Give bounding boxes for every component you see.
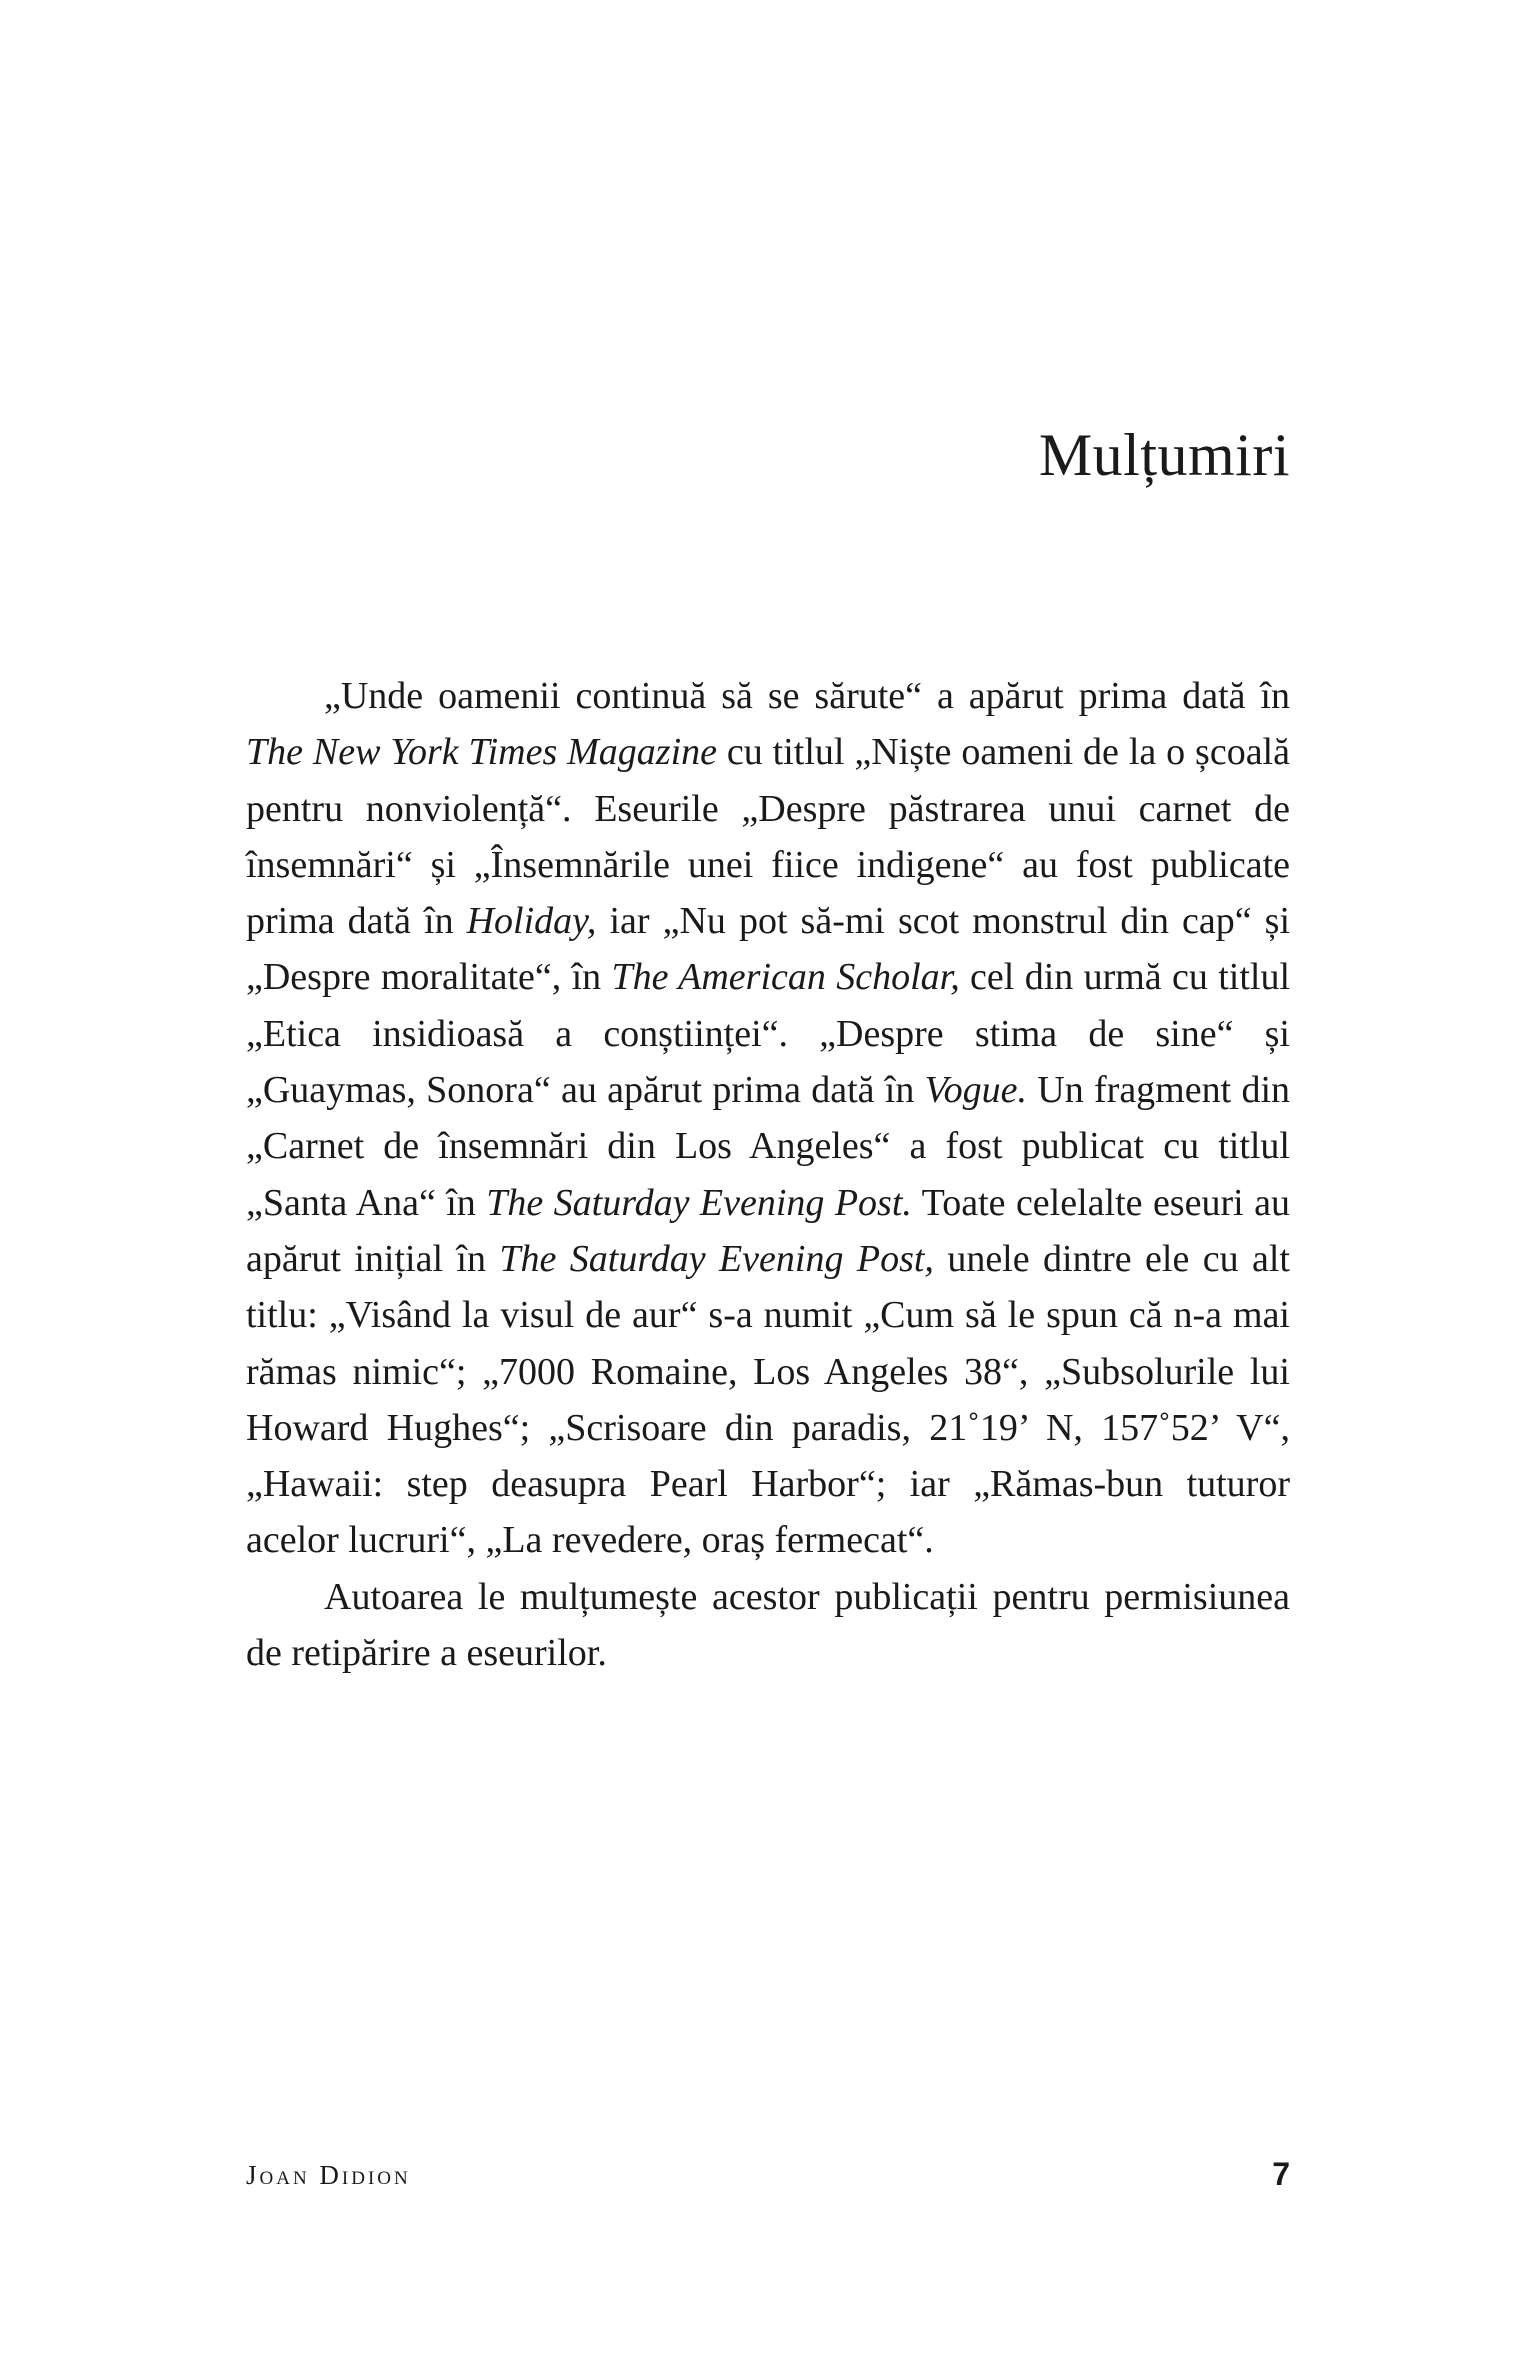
text-run: cel din urmă cu titlul „Etica insidioasă a conștiinței“. „Despre stima de sine“ și „Guaymas, Sonora“ au apărut prima dată în (246, 956, 1291, 1112)
text-run: „Unde oamenii continuă să se sărute“ a apărut prima dată în (324, 675, 1290, 717)
paragraph-1 (246, 668, 1290, 1569)
text-run: Autoarea le mulțumește acestor publicații pentru permisiunea de retipărire a eseurilor. (246, 1575, 1290, 1675)
italic-run-publication: The Saturday Evening Post. (486, 1181, 912, 1224)
page-title: Mulțumiri (1038, 422, 1290, 488)
italic-run-publication: Vogue. (924, 1069, 1028, 1112)
page-number: 7 (1272, 2156, 1290, 2192)
running-footer-author: Joan Didion (246, 2160, 411, 2190)
paragraph-2 (246, 1569, 1290, 1682)
text-run: unele dintre ele cu alt titlu: „Visând la visul de aur“ s-a numit „Cum să le spun că n-a mai rămas nimic“; „7000 Romaine, Los Angeles 38“, „Subsolurile lui Howard Hughes“; „Scrisoare din paradis, 21˚19’ N, 157˚52’ V“, „Hawaii: step deasupra Pearl Harbor“; iar „Rămas-bun tuturor acelor lucruri“, „La revedere, oraș fermecat“. (246, 1237, 1290, 1562)
italic-run-publication: Holiday, (466, 900, 597, 943)
body-text (246, 668, 1290, 1681)
text-run: iar „Nu pot să-mi scot monstrul din cap“ și „Despre moralitate“, în (246, 900, 1290, 999)
text-run: cu titlul „Niște oameni de la o școală pentru nonviolență“. Eseurile „Despre păstrarea unui carnet de însemnări“ și „Însemnările unei fiice indigene“ au fost publicate prima dată în (246, 731, 1290, 943)
text-run: Un fragment din „Carnet de însemnări din Los Angeles“ a fost publicat cu titlul „Santa Ana“ în (246, 1069, 1291, 1224)
italic-run-publication: The New York Times Magazine (246, 731, 717, 774)
italic-run-publication: The Saturday Evening Post, (499, 1237, 934, 1280)
text-run: Toate celelalte eseuri au apărut inițial în (246, 1181, 1290, 1280)
italic-run-publication: The American Scholar, (611, 956, 960, 999)
